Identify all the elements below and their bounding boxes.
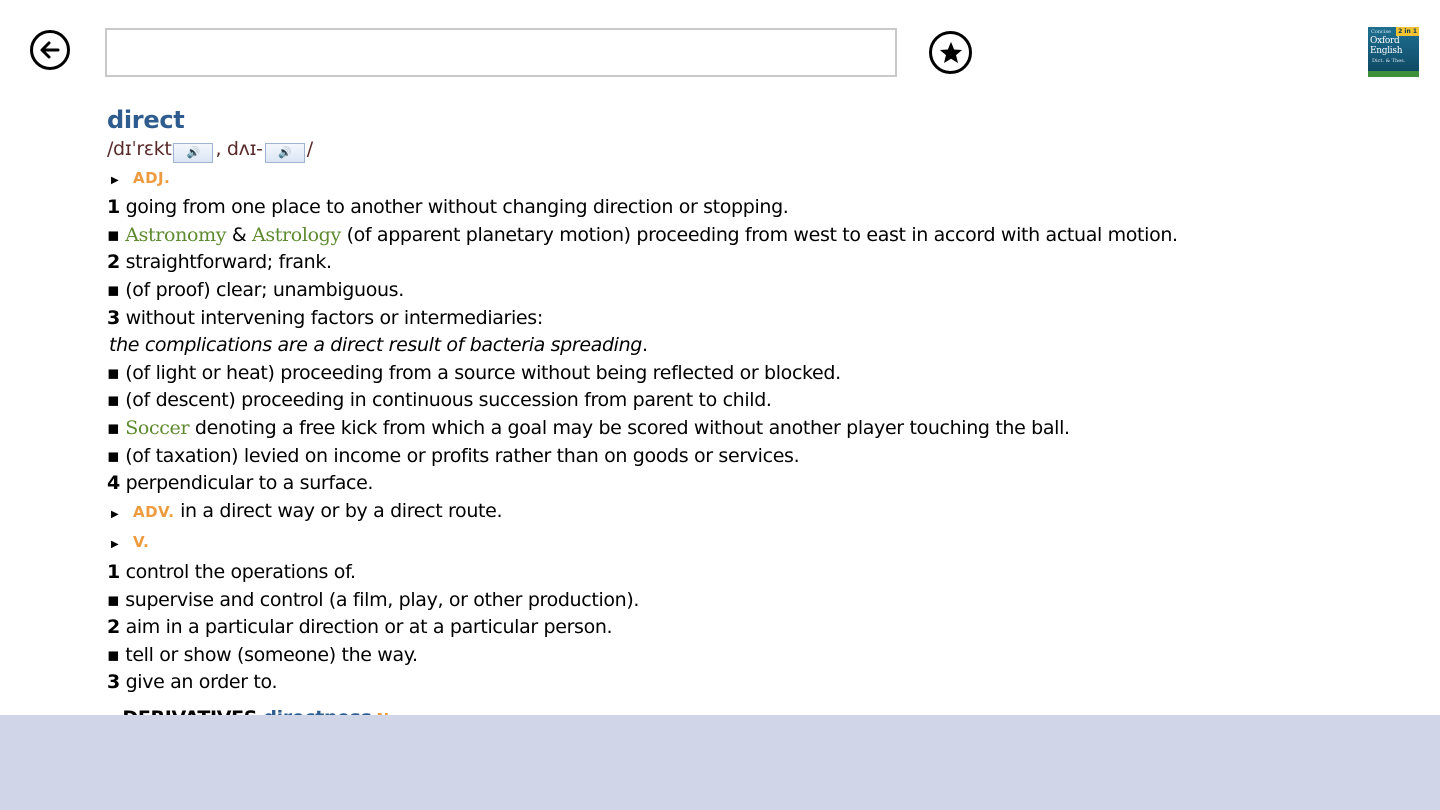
favorite-button[interactable] bbox=[929, 31, 972, 74]
back-button[interactable] bbox=[30, 30, 70, 70]
verb-subsense-1a: ▪ supervise and control (a film, play, or other production). bbox=[107, 588, 640, 611]
arrow-left-circle-icon bbox=[38, 38, 62, 62]
logo-line-2: English bbox=[1370, 46, 1403, 56]
triangle-right-icon: ▶ bbox=[111, 539, 119, 551]
sense-number: 1 bbox=[107, 196, 120, 219]
sense-text: give an order to. bbox=[119, 671, 278, 694]
example-text: the complications are a direct result of bacteria spreading bbox=[109, 334, 643, 357]
sense-3 bbox=[107, 305, 1407, 333]
subsense-2a: ▪ (of proof) clear; unambiguous. bbox=[107, 278, 404, 301]
example-period: . bbox=[642, 334, 648, 357]
subject-label: Astronomy bbox=[125, 223, 227, 246]
verb-sense-2 bbox=[107, 614, 1407, 642]
sense-text: straightforward; frank. bbox=[119, 251, 332, 274]
example-sentence bbox=[107, 332, 1407, 360]
sense-text: going from one place to another without changing direction or stopping. bbox=[119, 196, 789, 219]
sense-number: 2 bbox=[107, 251, 120, 274]
sense-number: 2 bbox=[107, 616, 120, 639]
subject-label: Astrology bbox=[251, 223, 341, 246]
sense-number: 4 bbox=[107, 472, 120, 495]
subsense-3c bbox=[107, 415, 1407, 443]
subsense-3a: ▪ (of light or heat) proceeding from a source without being reflected or blocked. bbox=[107, 361, 841, 384]
speaker-icon: 🔊 bbox=[186, 146, 201, 159]
speaker-icon: 🔊 bbox=[278, 146, 292, 159]
app-logo bbox=[1368, 27, 1419, 77]
subject-label: Soccer bbox=[125, 416, 190, 439]
pos-verb bbox=[107, 528, 1407, 559]
pronunciation-1: /dɪˈrɛkt bbox=[107, 138, 172, 160]
triangle-right-icon: ▶ bbox=[111, 174, 119, 186]
sense-4 bbox=[107, 470, 1407, 498]
logo-badge: 2 in 1 bbox=[1398, 28, 1417, 35]
bottom-app-bar bbox=[0, 715, 1440, 810]
sense-number: 3 bbox=[107, 671, 120, 694]
pos-adverb bbox=[107, 498, 1407, 529]
pos-label: ADJ. bbox=[133, 168, 171, 187]
logo-line-sub: Dict. & Thes. bbox=[1372, 58, 1406, 64]
pos-label: V. bbox=[133, 533, 150, 552]
bullet: ▪ bbox=[107, 416, 126, 439]
pos-adjective bbox=[107, 164, 1407, 195]
headword: direct bbox=[107, 106, 185, 134]
verb-sense-1 bbox=[107, 559, 1407, 587]
sense-text: denoting a free kick from which a goal may be scored without another player touching the ball. bbox=[189, 416, 1070, 439]
verb-subsense-2a: ▪ tell or show (someone) the way. bbox=[107, 643, 418, 666]
sense-text: perpendicular to a surface. bbox=[119, 472, 374, 495]
star-circle-icon bbox=[937, 39, 965, 67]
sense-2 bbox=[107, 249, 1407, 277]
play-pronunciation-2-button[interactable] bbox=[265, 143, 305, 163]
verb-sense-3 bbox=[107, 669, 1407, 697]
sense-number: 1 bbox=[107, 560, 120, 583]
search-input[interactable] bbox=[105, 28, 897, 77]
sense-1 bbox=[107, 194, 1407, 222]
pronunciation-line bbox=[107, 136, 1407, 164]
sense-text: aim in a particular direction or at a particular person. bbox=[119, 616, 613, 639]
subsense-1a bbox=[107, 222, 1407, 250]
sense-text: without intervening factors or intermediaries: bbox=[119, 306, 543, 329]
subsense-3b: ▪ (of descent) proceeding in continuous succession from parent to child. bbox=[107, 389, 772, 412]
ampersand: & bbox=[226, 223, 252, 246]
sense-text: (of apparent planetary motion) proceeding from west to east in accord with actual motion. bbox=[340, 223, 1178, 246]
triangle-right-icon: ▶ bbox=[111, 508, 119, 520]
logo-line-1: Oxford bbox=[1370, 36, 1400, 46]
sense-text: control the operations of. bbox=[119, 560, 356, 583]
logo-line-small: Concise bbox=[1371, 29, 1391, 35]
dictionary-entry bbox=[107, 104, 1407, 715]
sense-number: 3 bbox=[107, 306, 120, 329]
pronunciation-close: / bbox=[306, 138, 313, 160]
play-pronunciation-1-button[interactable] bbox=[173, 143, 213, 163]
subsense-3d: ▪ (of taxation) levied on income or profits rather than on goods or services. bbox=[107, 444, 800, 467]
pos-label: ADV. bbox=[133, 502, 175, 521]
pronunciation-2: , dʌɪ- bbox=[215, 138, 263, 160]
bullet: ▪ bbox=[107, 223, 126, 246]
sense-text: in a direct way or by a direct route. bbox=[174, 499, 503, 522]
